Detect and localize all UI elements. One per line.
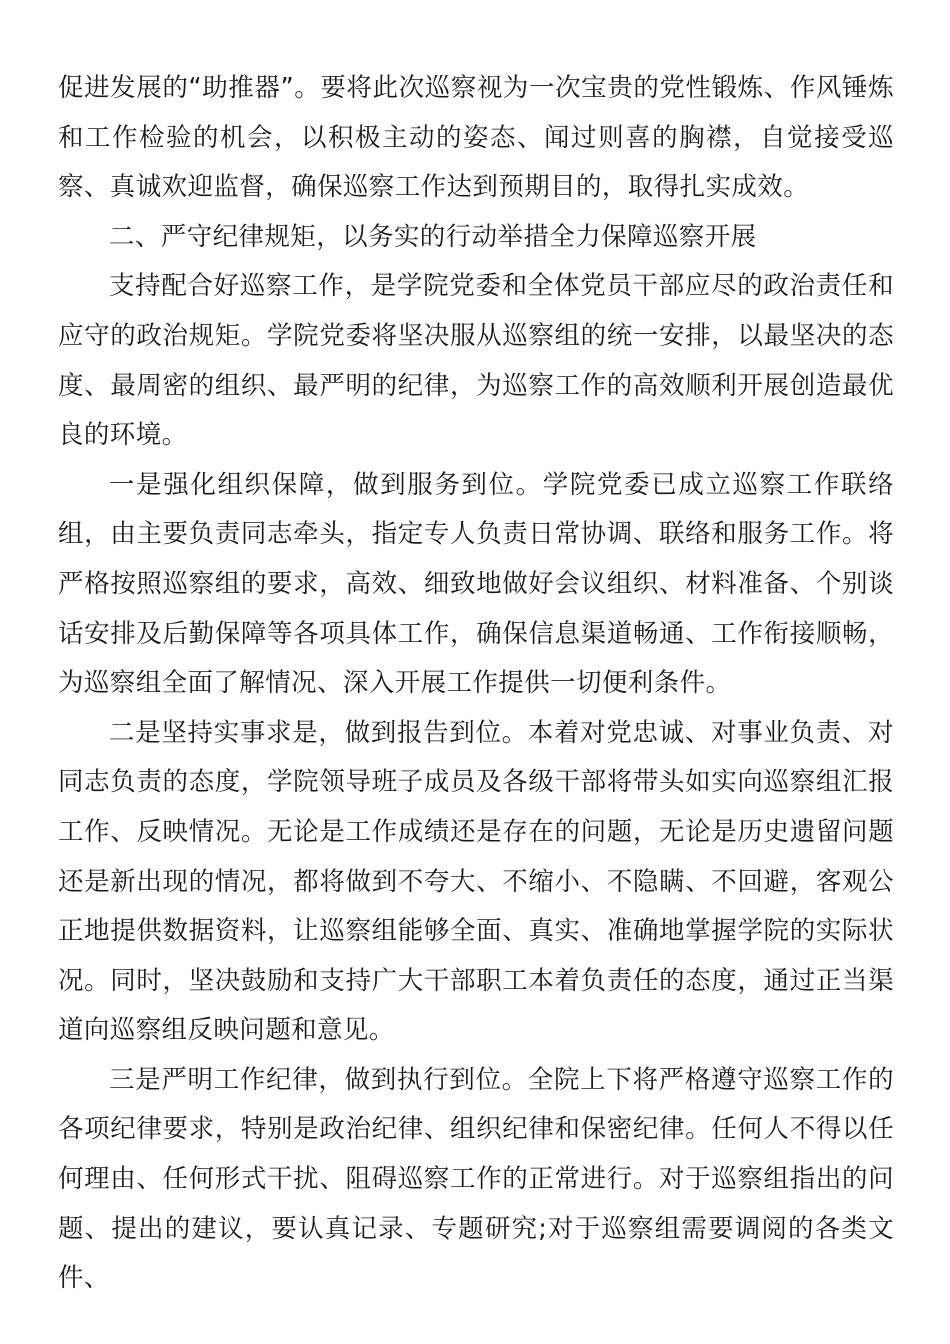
paragraph-intro: 支持配合好巡察工作，是学院党委和全体党员干部应尽的政治责任和应守的政治规矩。学院党委将坚决服从巡察组的统一安排，以最坚决的态度、最周密的组织、最严明的纪律，为巡察工作的高效顺利开展创造最优良的环境。 — [58, 271, 894, 451]
paragraph-point-three: 三是严明工作纪律，做到执行到位。全院上下将严格遵守巡察工作的各项纪律要求，特别是政治纪律、组织纪律和保密纪律。任何人不得以任何理由、任何形式干扰、阻碍巡察工作的正常进行。对于巡察组指出的问题、提出的建议，要认真记录、专题研究;对于巡察组需要调阅的各类文件、 — [58, 1064, 894, 1294]
paragraph-continuation: 促进发展的“助推器”。要将此次巡察视为一次宝贵的党性锻炼、作风锤炼和工作检验的机会，以积极主动的姿态、闻过则喜的胸襟，自觉接受巡察、真诚欢迎监督，确保巡察工作达到预期目的，取得扎实成效。 — [58, 73, 894, 203]
paragraph-point-one: 一是强化组织保障，做到服务到位。学院党委已成立巡察工作联络组，由主要负责同志牵头，指定专人负责日常协调、联络和服务工作。将严格按照巡察组的要求，高效、细致地做好会议组织、材料准备、个别谈话安排及后勤保障等各项具体工作，确保信息渠道畅通、工作衔接顺畅，为巡察组全面了解情况、深入开展工作提供一切便利条件。 — [58, 469, 894, 699]
paragraph-point-two: 二是坚持实事求是，做到报告到位。本着对党忠诚、对事业负责、对同志负责的态度，学院领导班子成员及各级干部将带头如实向巡察组汇报工作、反映情况。无论是工作成绩还是存在的问题，无论是历史遗留问题还是新出现的情况，都将做到不夸大、不缩小、不隐瞒、不回避，客观公正地提供数据资料，让巡察组能够全面、真实、准确地掌握学院的实际状况。同时，坚决鼓励和支持广大干部职工本着负责任的态度，通过正当渠道向巡察组反映问题和意见。 — [58, 717, 894, 1046]
document-body — [58, 64, 894, 1304]
section-heading: 二、严守纪律规矩，以务实的行动举措全力保障巡察开展 — [109, 221, 757, 252]
